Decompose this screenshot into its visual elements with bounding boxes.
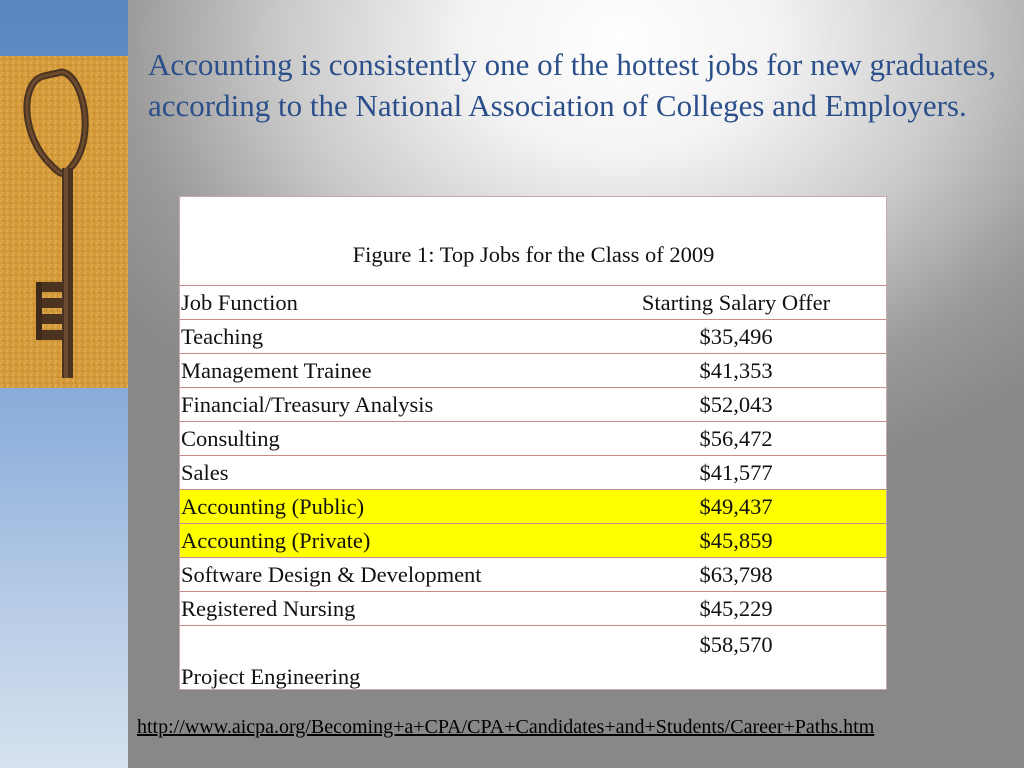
- header-job-function: Job Function: [180, 285, 585, 319]
- table-caption-row: [180, 197, 886, 285]
- job-function-cell: Consulting: [180, 421, 585, 455]
- salary-cell: $63,798: [585, 557, 886, 591]
- salary-cell: $41,353: [585, 353, 886, 387]
- salary-cell: $45,859: [585, 523, 886, 557]
- job-function-cell: Project Engineering: [180, 625, 585, 704]
- job-function-cell: Sales: [180, 455, 585, 489]
- job-function-cell: Teaching: [180, 319, 585, 353]
- table-row: [180, 489, 886, 523]
- salary-table-container: [179, 196, 887, 690]
- table-caption: Figure 1: Top Jobs for the Class of 2009: [352, 242, 715, 268]
- job-function-cell: Software Design & Development: [180, 557, 585, 591]
- salary-cell: $56,472: [585, 421, 886, 455]
- table-row: [180, 625, 886, 704]
- slide-headline: Accounting is consistently one of the hottest jobs for new graduates, according to the National Association of Colleges and Employers.: [148, 47, 997, 123]
- table-row: [180, 353, 886, 387]
- header-starting-salary: Starting Salary Offer: [585, 285, 886, 319]
- job-function-cell: Financial/Treasury Analysis: [180, 387, 585, 421]
- job-function-cell: Accounting (Public): [180, 489, 585, 523]
- table-row: [180, 523, 886, 557]
- job-function-cell: Registered Nursing: [180, 591, 585, 625]
- key-photo: [0, 56, 128, 388]
- source-url-link[interactable]: http://www.aicpa.org/Becoming+a+CPA/CPA+Candidates+and+Students/Career+Paths.htm: [137, 716, 875, 738]
- salary-cell: $45,229: [585, 591, 886, 625]
- table-header-row: [180, 285, 886, 319]
- job-function-cell: Management Trainee: [180, 353, 585, 387]
- table-row: [180, 387, 886, 421]
- salary-cell: $49,437: [585, 489, 886, 523]
- salary-cell: $58,570: [585, 625, 886, 704]
- salary-cell: $52,043: [585, 387, 886, 421]
- table-row: [180, 421, 886, 455]
- salary-table: [180, 197, 886, 704]
- table-row: [180, 455, 886, 489]
- table-row: [180, 591, 886, 625]
- salary-cell: $41,577: [585, 455, 886, 489]
- table-row: [180, 557, 886, 591]
- job-function-cell: Accounting (Private): [180, 523, 585, 557]
- table-row: [180, 319, 886, 353]
- salary-cell: $35,496: [585, 319, 886, 353]
